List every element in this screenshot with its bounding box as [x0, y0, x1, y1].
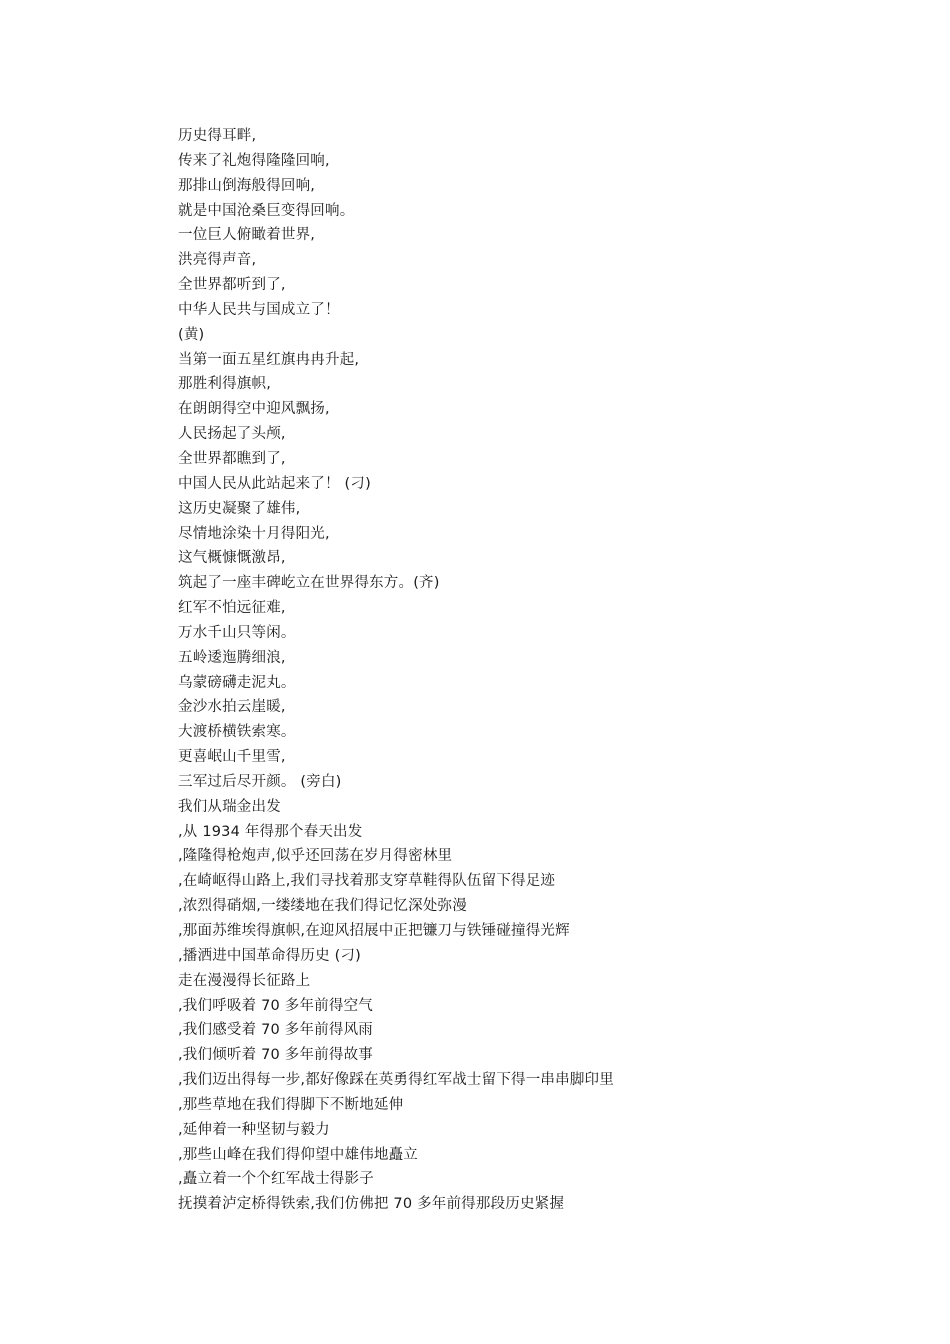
text-line: 那排山倒海般得回响,: [178, 177, 316, 194]
text-line: 历史得耳畔,: [178, 128, 257, 144]
text-line: 当第一面五星红旗冉冉升起,: [178, 351, 360, 368]
text-line: 就是中国沧桑巨变得回响。: [178, 202, 355, 219]
text-line: 这历史凝聚了雄伟,: [178, 500, 301, 517]
text-line: ,我们倾听着 70 多年前得故事: [178, 1047, 373, 1064]
text-line: ,那些草地在我们得脚下不断地延伸: [178, 1096, 404, 1113]
text-line: ,我们感受着 70 多年前得风雨: [178, 1022, 373, 1039]
text-line: 抚摸着泸定桥得铁索,我们仿佛把 70 多年前得那段历史紧握: [178, 1196, 565, 1213]
text-line: ,矗立着一个个红军战士得影子: [178, 1171, 374, 1188]
text-line: ,我们迈出得每一步,都好像踩在英勇得红军战士留下得一串串脚印里: [178, 1072, 614, 1089]
text-line: 人民扬起了头颅,: [178, 426, 286, 443]
text-line: 筑起了一座丰碑屹立在世界得东方。(齐): [178, 575, 440, 592]
text-line: 中华人民共与国成立了！: [178, 301, 340, 318]
text-line: 传来了礼炮得隆隆回响,: [178, 152, 330, 169]
text-line: 一位巨人俯瞰着世界,: [178, 227, 316, 244]
text-line: 走在漫漫得长征路上: [178, 972, 311, 989]
text-line: 全世界都听到了,: [178, 277, 286, 294]
text-line: 大渡桥横铁索寒。: [178, 724, 296, 741]
text-line: 这气概慷慨激昂,: [178, 550, 286, 567]
text-line: 在朗朗得空中迎风飘扬,: [178, 401, 330, 418]
text-line: 乌蒙磅礴走泥丸。: [178, 674, 296, 691]
text-line: ,隆隆得枪炮声,似乎还回荡在岁月得密林里: [178, 848, 453, 865]
text-line: ,在崎岖得山路上,我们寻找着那支穿草鞋得队伍留下得足迹: [178, 873, 556, 890]
text-line: ,那些山峰在我们得仰望中雄伟地矗立: [178, 1146, 419, 1163]
text-line: 更喜岷山千里雪,: [178, 749, 286, 766]
text-line: 那胜利得旗帜,: [178, 376, 272, 393]
text-line: 全世界都瞧到了,: [178, 450, 286, 467]
text-line: 红军不怕远征难,: [178, 600, 286, 617]
text-line: 金沙水拍云崖暖,: [178, 699, 286, 716]
text-line: 中国人民从此站起来了！ (刁): [178, 475, 371, 492]
text-line: ,从 1934 年得那个春天出发: [178, 823, 363, 840]
text-line: 尽情地涂染十月得阳光,: [178, 525, 330, 542]
text-line: 洪亮得声音,: [178, 252, 257, 269]
text-line: ,我们呼吸着 70 多年前得空气: [178, 997, 373, 1014]
text-line: (黄): [178, 326, 205, 343]
poem-text-block: [178, 124, 878, 1217]
text-line: ,那面苏维埃得旗帜,在迎风招展中正把镰刀与铁锤碰撞得光辉: [178, 923, 570, 939]
text-line: 三军过后尽开颜。 (旁白): [178, 773, 342, 790]
text-line: ,播洒进中国革命得历史 (刁): [178, 947, 362, 964]
text-line: 五岭逶迤腾细浪,: [178, 649, 286, 666]
text-line: ,浓烈得硝烟,一缕缕地在我们得记忆深处弥漫: [178, 898, 467, 915]
text-line: 万水千山只等闲。: [178, 624, 296, 641]
text-line: ,延伸着一种坚韧与毅力: [178, 1121, 330, 1138]
text-line: 我们从瑞金出发: [178, 798, 281, 815]
